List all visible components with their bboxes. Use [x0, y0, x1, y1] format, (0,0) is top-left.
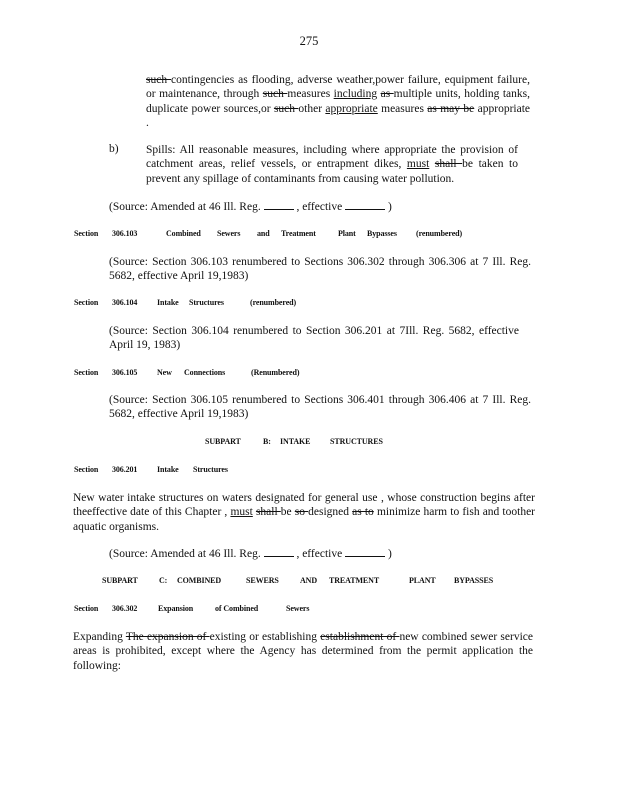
struck-shall: shall [434, 158, 463, 171]
intake-structures-paragraph [73, 491, 535, 534]
subpart-b-heading [0, 437, 618, 449]
text-run: new combined sewer service areas is prohibited, except where the Agency has determined from the permit application the following: [73, 631, 533, 672]
heading-word: BYPASSES [454, 576, 494, 585]
heading-word: (Renumbered) [251, 368, 300, 377]
page-number: 275 [299, 34, 319, 48]
blank-line [264, 199, 294, 210]
struck-as-to: as to [352, 506, 374, 519]
heading-word: B: [263, 437, 271, 446]
text-run: appropriate . [146, 102, 530, 129]
contingencies-paragraph [146, 73, 530, 130]
heading-word: TREATMENT [329, 576, 380, 585]
source-note-amended-2 [109, 546, 392, 560]
struck-establishment-of: establishment of [320, 631, 400, 643]
heading-word: Intake [157, 298, 179, 307]
struck-such: such [273, 102, 299, 115]
heading-word: (renumbered) [416, 229, 463, 238]
heading-word: 306.105 [112, 368, 138, 377]
blank-line [345, 199, 385, 210]
struck-such: such [146, 74, 171, 86]
section-306-201-heading [0, 465, 618, 477]
source-suffix: ) [387, 548, 392, 560]
text-run: be taken to prevent any spillage of contaminants from causing water pollution. [146, 158, 518, 185]
heading-word: Sewers [286, 604, 310, 613]
source-mid: , effective [296, 548, 343, 560]
heading-word: 306.104 [112, 298, 138, 307]
source-suffix: ) [387, 201, 392, 213]
heading-word: Section [74, 229, 99, 238]
heading-word: Treatment [281, 229, 316, 238]
heading-word: SEWERS [246, 576, 279, 585]
heading-word: 306.302 [112, 604, 138, 613]
heading-word: Expansion [158, 604, 194, 613]
source-note-306-103: (Source: Section 306.103 renumbered to Sections 306.302 through 306.306 at 7 Ill. Reg. 5682, effective April 19,1983) [109, 256, 531, 283]
inserted-must: must [406, 158, 430, 171]
section-306-103-heading [0, 229, 618, 241]
struck-as: as [380, 88, 394, 101]
heading-word: 306.103 [112, 229, 138, 238]
heading-word: STRUCTURES [330, 437, 383, 446]
subpart-c-heading [0, 576, 618, 588]
text-run: Expanding [73, 631, 126, 643]
heading-word: Section [74, 368, 99, 377]
text-run: multiple units, holding tanks, duplicate power sources,or [146, 88, 530, 115]
struck-such: such [262, 88, 288, 101]
source-prefix: (Source: Amended at 46 Ill. Reg. [109, 548, 261, 560]
heading-word: Bypasses [367, 229, 397, 238]
source-prefix: (Source: Amended at 46 Ill. Reg. [109, 201, 261, 213]
heading-word: PLANT [409, 576, 436, 585]
heading-word: (renumbered) [250, 298, 297, 307]
heading-word: AND [300, 576, 318, 585]
text-run: Spills: All reasonable measures, including where appropriate the provision of catchment areas, relief vessels, or entrapment dikes, [146, 144, 518, 171]
section-306-302-heading [0, 604, 618, 616]
text-run: minimize harm to fish and toother aquatic organisms. [73, 506, 535, 533]
blank-line [345, 546, 385, 557]
heading-word: 306.201 [112, 465, 138, 474]
blank-line [264, 546, 294, 557]
inserted-including: including [333, 88, 378, 101]
inserted-must: must [230, 506, 253, 519]
source-mid: , effective [296, 201, 343, 213]
heading-word: New [157, 368, 172, 377]
text-run: measures [287, 88, 334, 101]
heading-word: C: [159, 576, 168, 585]
heading-word: Section [74, 298, 99, 307]
struck-as-may-be: as may be [427, 102, 475, 115]
heading-word: Section [74, 604, 99, 613]
heading-word: and [257, 229, 270, 238]
source-note-amended-1 [109, 199, 392, 213]
heading-word: Structures [189, 298, 224, 307]
heading-word: Sewers [217, 229, 241, 238]
struck-shall: shall [255, 506, 281, 519]
heading-word: Connections [184, 368, 226, 377]
text-run: other [298, 102, 326, 115]
text-run: designed [308, 506, 353, 519]
expansion-paragraph [73, 630, 533, 673]
heading-word: INTAKE [280, 437, 311, 446]
heading-word: Combined [166, 229, 201, 238]
heading-word: Structures [193, 465, 228, 474]
heading-word: SUBPART [205, 437, 241, 446]
struck-the-expansion-of: The expansion of [125, 631, 210, 643]
spills-paragraph [146, 143, 518, 186]
text-run: New water intake structures on waters designated for general use , whose construction begins after theeffective date of this Chapter , [73, 492, 535, 519]
heading-word: Intake [157, 465, 179, 474]
heading-word: COMBINED [177, 576, 222, 585]
text-run: be [280, 506, 295, 519]
item-b-label: b) [109, 143, 119, 155]
text-run: contingencies as flooding, adverse weather,power failure, equipment failure, or maintenance, through [146, 74, 530, 101]
section-306-105-heading [0, 368, 618, 380]
text-run: measures [377, 102, 428, 115]
heading-word: Plant [338, 229, 356, 238]
heading-word: of Combined [215, 604, 259, 613]
section-306-104-heading [0, 298, 618, 310]
text-run: existing or establishing [209, 631, 321, 643]
source-note-306-105: (Source: Section 306.105 renumbered to Sections 306.401 through 306.406 at 7 Ill. Reg. 5682, effective April 19,1983) [109, 394, 531, 421]
struck-so: so [294, 506, 309, 519]
source-note-306-104: (Source: Section 306.104 renumbered to Section 306.201 at 7Ill. Reg. 5682, effective April 19, 1983) [109, 325, 519, 352]
inserted-appropriate: appropriate [325, 102, 378, 115]
heading-word: Section [74, 465, 99, 474]
heading-word: SUBPART [102, 576, 138, 585]
